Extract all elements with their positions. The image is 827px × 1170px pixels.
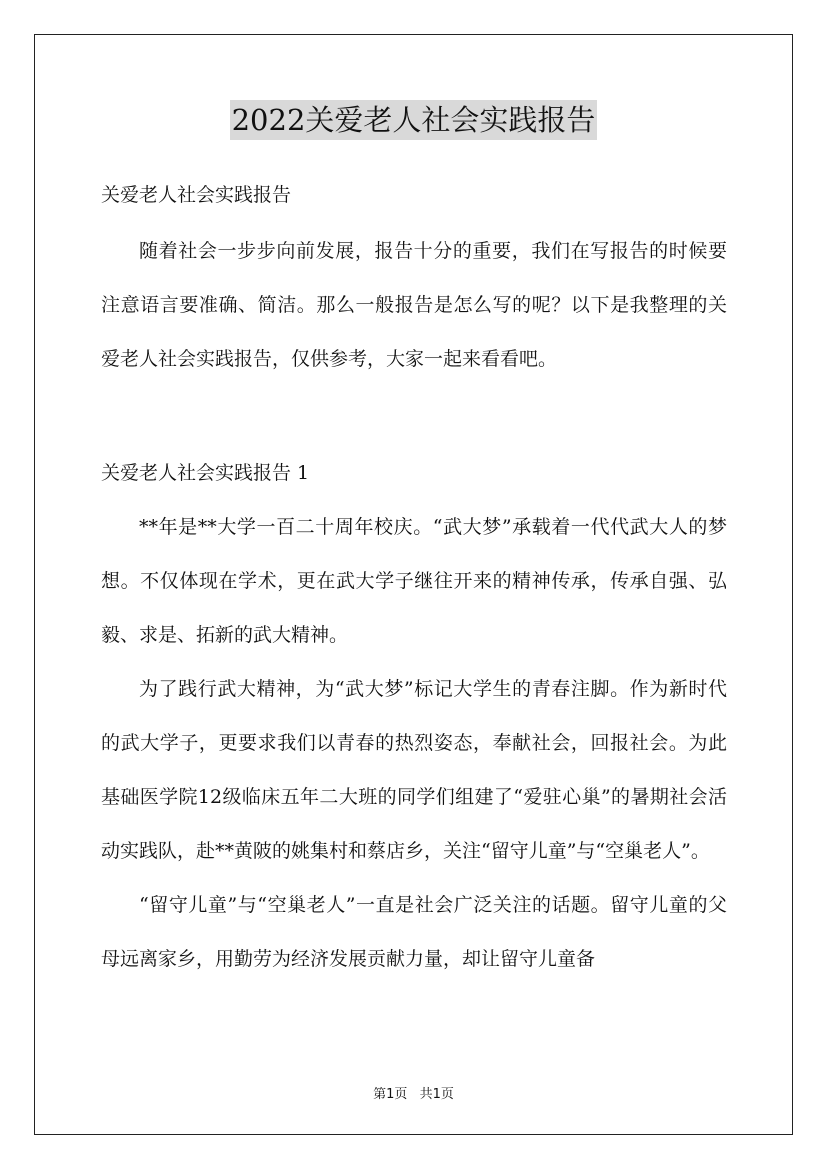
document-title: 2022关爱老人社会实践报告: [230, 100, 598, 140]
spacer: [101, 386, 727, 446]
page-footer: [0, 1083, 827, 1102]
document-body: [101, 176, 727, 986]
title-container: [0, 100, 827, 140]
body-paragraph: “留守儿童”与“空巢老人”一直是社会广泛关注的话题。留守儿童的父母远离家乡，用勤劳为经济发展贡献力量，却让留守儿童备: [101, 894, 727, 970]
spacer: [101, 214, 727, 224]
page-number: 第1页: [373, 1087, 408, 1102]
page-total: 共1页: [419, 1087, 454, 1102]
document-subtitle: 关爱老人社会实践报告: [101, 184, 292, 206]
body-paragraph: 为了践行武大精神，为“武大梦”标记大学生的青春注脚。作为新时代的武大学子，更要求我们以青春的热烈姿态，奉献社会，回报社会。为此基础医学院12级临床五年二大班的同学们组建了“爱驻心巢”的暑期社会活动实践队，赴**黄陂的姚集村和蔡店乡，关注“留守儿童”与“空巢老人”。: [101, 678, 727, 862]
section-title: 关爱老人社会实践报告 1: [101, 462, 310, 484]
intro-paragraph: 随着社会一步步向前发展，报告十分的重要，我们在写报告的时候要注意语言要准确、简洁。那么一般报告是怎么写的呢？以下是我整理的关爱老人社会实践报告，仅供参考，大家一起来看看吧。: [101, 240, 727, 370]
body-paragraph: **年是**大学一百二十周年校庆。“武大梦”承载着一代代武大人的梦想。不仅体现在学术，更在武大学子继往开来的精神传承，传承自强、弘毅、求是、拓新的武大精神。: [101, 516, 727, 646]
